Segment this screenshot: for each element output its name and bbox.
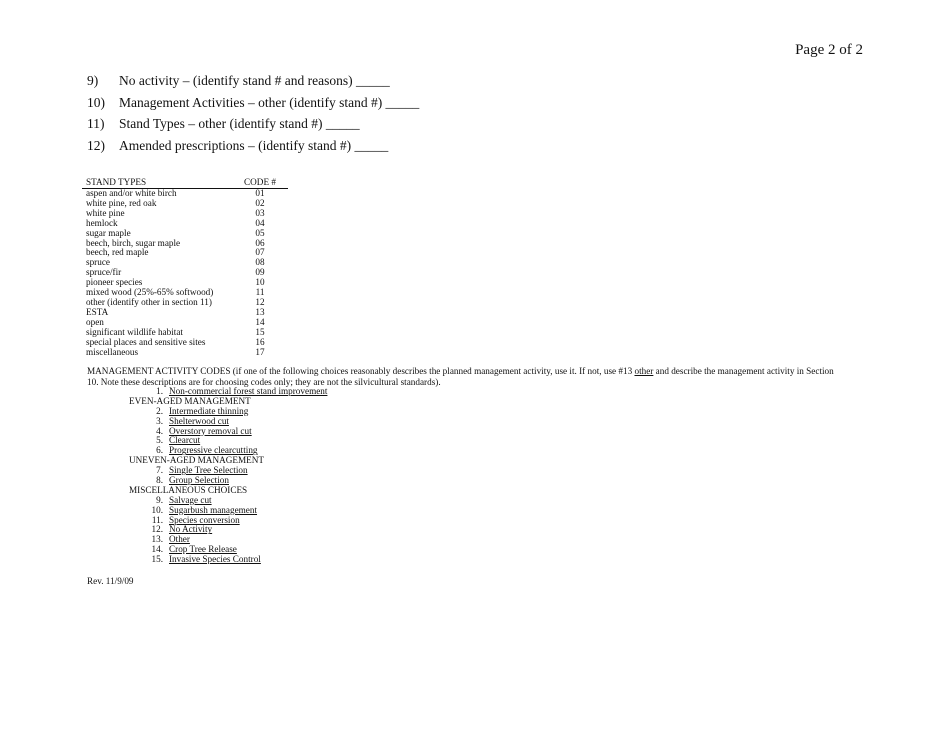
code-label: Clearcut — [169, 435, 201, 446]
code-number: 11. — [151, 514, 163, 525]
stand-type-cell: open — [86, 316, 104, 327]
code-label: Overstory removal cut — [169, 425, 252, 436]
code-number: 7. — [156, 465, 163, 476]
stand-code-cell: 10 — [255, 277, 265, 288]
stand-code-cell: 13 — [255, 306, 265, 317]
code-label: Species conversion — [169, 514, 240, 525]
intro-underlined-text: other — [634, 366, 654, 376]
code-number: 14. — [151, 544, 163, 555]
list-item — [87, 525, 847, 535]
table-row — [82, 348, 288, 358]
item-text: Stand Types – other (identify stand #) _____ — [119, 116, 360, 131]
stand-code-cell: 04 — [255, 217, 265, 228]
stand-type-cell: sugar maple — [86, 227, 131, 238]
stand-type-cell: spruce — [86, 257, 110, 268]
stand-type-cell: other (identify other in section 11) — [86, 296, 212, 307]
stand-code-cell: 06 — [255, 237, 265, 248]
code-label: Invasive Species Control — [169, 554, 261, 565]
stand-types-table — [82, 177, 288, 357]
stand-type-cell: hemlock — [86, 217, 118, 228]
code-number: 6. — [156, 445, 163, 456]
page-number: Page 2 of 2 — [795, 42, 863, 58]
stand-type-cell: white pine — [86, 207, 125, 218]
stand-code-cell: 05 — [255, 227, 265, 238]
numbered-item — [87, 138, 419, 160]
intro-text: MANAGEMENT ACTIVITY CODES (if one of the following choices reasonably describes the planned management activity, use it. If not, use #13 — [87, 366, 635, 376]
stand-code-cell: 09 — [255, 267, 265, 278]
item-number: 9) — [87, 73, 99, 88]
stand-type-cell: miscellaneous — [86, 346, 139, 357]
code-label: Progressive clearcutting — [169, 445, 258, 456]
code-label: Shelterwood cut — [169, 415, 229, 426]
stand-types-header-row — [82, 177, 288, 189]
table-row — [82, 338, 288, 348]
list-item — [87, 555, 847, 565]
code-number: 2. — [156, 405, 163, 416]
code-label: Single Tree Selection — [169, 465, 248, 476]
code-label: Sugarbush management — [169, 504, 258, 515]
stand-code-cell: 15 — [255, 326, 265, 337]
code-number: 1. — [156, 386, 163, 396]
stand-type-cell: beech, birch, sugar maple — [86, 237, 181, 248]
numbered-item — [87, 73, 419, 95]
code-number: 12. — [151, 524, 163, 535]
stand-code-cell: 01 — [255, 188, 265, 198]
management-codes-list — [87, 387, 847, 565]
stand-code-cell: 07 — [255, 247, 265, 258]
numbered-item — [87, 116, 419, 138]
stand-type-cell: beech, red maple — [86, 247, 149, 258]
item-number: 10) — [87, 94, 105, 110]
revision-date: Rev. 11/9/09 — [87, 576, 134, 586]
management-codes-intro — [87, 366, 847, 387]
stand-type-cell: aspen and/or white birch — [86, 188, 177, 198]
item-text: No activity – (identify stand # and reasons) _____ — [119, 73, 390, 88]
code-number: 3. — [156, 415, 163, 426]
code-label: Intermediate thinning — [169, 405, 249, 416]
management-group-heading: EVEN-AGED MANAGEMENT — [129, 395, 251, 406]
stand-type-cell: spruce/fir — [86, 267, 122, 278]
stand-type-cell: ESTA — [86, 306, 109, 317]
stand-code-cell: 08 — [255, 257, 265, 268]
code-number: 9. — [156, 494, 163, 505]
code-label: Group Selection — [169, 475, 229, 486]
stand-code-cell: 14 — [255, 316, 265, 327]
code-header: CODE # — [228, 177, 288, 189]
management-group-heading: MISCELLANEOUS CHOICES — [129, 484, 248, 495]
stand-code-cell: 12 — [255, 296, 265, 307]
code-label: Crop Tree Release — [169, 544, 237, 555]
code-label: Non-commercial forest stand improvement — [169, 386, 328, 396]
numbered-items — [87, 73, 419, 159]
code-label: Other — [169, 534, 190, 545]
item-number: 11) — [87, 116, 105, 131]
item-number: 12) — [87, 137, 105, 153]
code-number: 10. — [151, 504, 163, 515]
stand-type-cell: white pine, red oak — [86, 197, 157, 208]
code-label: No Activity — [169, 524, 213, 535]
stand-types-header: STAND TYPES — [82, 177, 228, 189]
code-number: 5. — [156, 435, 163, 446]
code-number: 8. — [156, 475, 163, 486]
stand-type-cell: pioneer species — [86, 277, 143, 288]
code-label: Salvage cut — [169, 494, 212, 505]
code-number: 13. — [151, 534, 163, 545]
list-item — [87, 427, 847, 437]
stand-code-cell: 11 — [255, 287, 265, 298]
code-number: 4. — [156, 425, 163, 436]
management-group-heading: UNEVEN-AGED MANAGEMENT — [129, 455, 264, 466]
stand-type-cell: mixed wood (25%-65% softwood) — [86, 287, 214, 298]
numbered-item — [87, 95, 419, 117]
item-text: Management Activities – other (identify stand #) _____ — [119, 94, 420, 110]
management-activity-codes — [87, 366, 847, 565]
item-text: Amended prescriptions – (identify stand #) _____ — [119, 137, 389, 153]
stand-type-cell: special places and sensitive sites — [86, 336, 206, 347]
stand-code-cell: 03 — [255, 207, 265, 218]
intro-text-continued: and describe the management activity in Section 10. Note these descriptions are for choosing codes only; they are not the silvicultural standards). — [87, 366, 834, 387]
stand-code-cell: 02 — [255, 197, 265, 208]
stand-code-cell: 17 — [255, 346, 265, 357]
stand-code-cell: 16 — [255, 336, 265, 347]
code-number: 15. — [151, 554, 163, 565]
stand-type-cell: significant wildlife habitat — [86, 326, 183, 337]
